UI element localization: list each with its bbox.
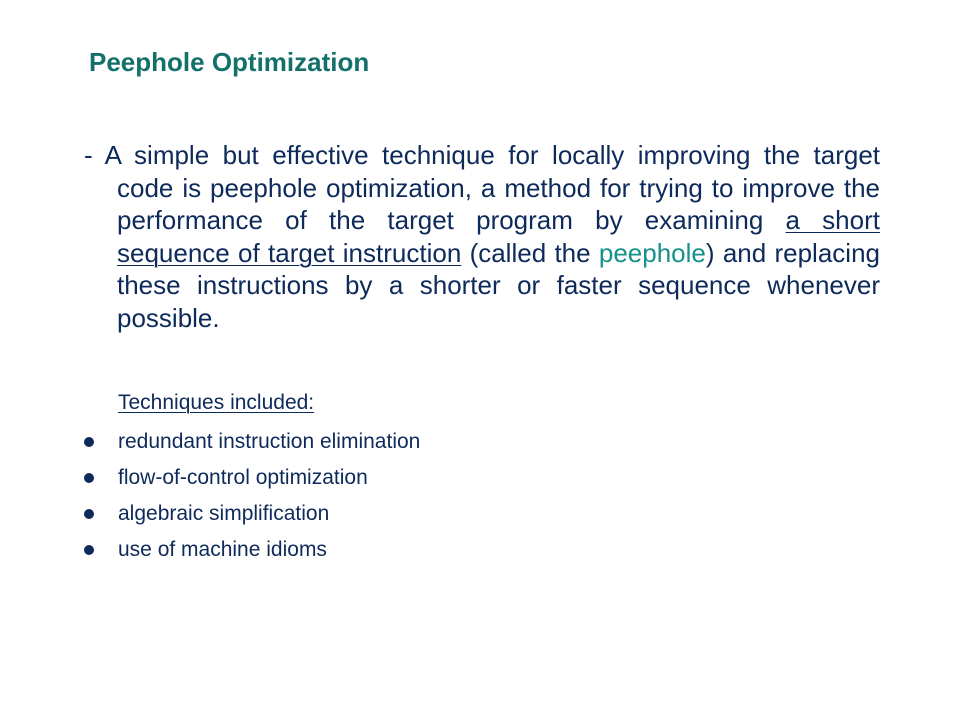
list-item: [84, 460, 420, 496]
list-item: [84, 496, 420, 532]
paragraph-highlight-term: peephole: [598, 237, 706, 268]
paragraph-underlined-phrase: a short sequence of target instruction: [117, 205, 880, 268]
list-item: [84, 424, 420, 460]
bullet-dot-icon: [84, 473, 94, 483]
body-paragraph: [84, 139, 880, 334]
slide-title: Peephole Optimization: [89, 47, 370, 77]
bullet-dot-icon: [84, 509, 94, 519]
paragraph-mid: (called the: [461, 237, 599, 268]
bullet-dot-icon: [84, 545, 94, 555]
list-item-label: redundant instruction elimination: [118, 430, 421, 453]
list-item-label: flow-of-control optimization: [118, 466, 368, 489]
list-item: [84, 532, 420, 568]
techniques-subheading: Techniques included:: [118, 391, 315, 414]
paragraph-tail: ) and replacing these instructions by a shorter or faster sequence whenever possible.: [117, 237, 880, 333]
bullet-dot-icon: [84, 437, 94, 447]
list-item-label: use of machine idioms: [118, 538, 327, 561]
techniques-list: [84, 424, 420, 568]
list-item-label: algebraic simplification: [118, 502, 330, 525]
paragraph-lead: - A simple but effective technique for locally improving the target code is peephole optimization, a method for trying to improve the performance of the target program by examining: [84, 140, 880, 235]
